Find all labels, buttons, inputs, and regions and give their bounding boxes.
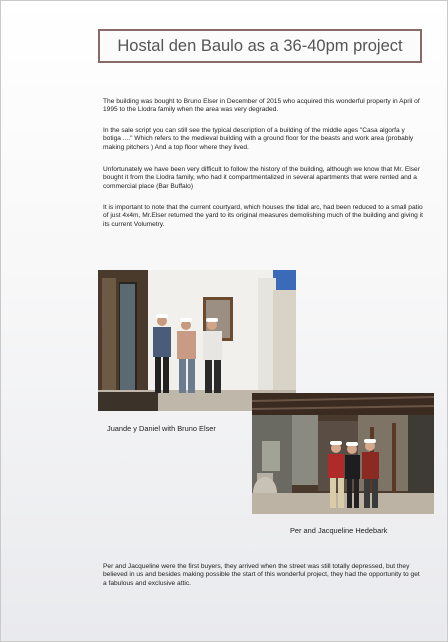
- paragraph-5: Per and Jacqueline were the first buyers, they arrived when the street was still totally depressed, but they believed in us and besides making possible the start of this wonderful project, they had the opportunity to get a fabulous and exclusive attic.: [103, 563, 420, 587]
- paragraph-1: The building was bought to Bruno Elser in December of 2015 who acquired this wonderful property in April of 1995 to the Llodra family when the area was very degraded.: [103, 98, 420, 114]
- photo-per-jacqueline: [252, 393, 434, 514]
- paragraph-4: It is important to note that the current courtyard, which houses the tidal arc, had been reduced to a small patio of just 4x4m, Mr.Elser returned the yard to its original measures demolishing much of the building and giving it its current Volumetry.: [103, 204, 423, 228]
- paragraph-2: In the sale script you can still see the typical description of a building of the middle ages "Casa algorfa y botiga ...." Which refers to the medieval building with a ground floor for the beasts and work area (probably making pitchers ) And a top floor where they lived.: [103, 127, 414, 151]
- caption-photo2: Per and Jacqueline Hedebark: [290, 526, 388, 535]
- page-title: Hostal den Baulo as a 36-40pm project: [117, 36, 403, 55]
- photo-juande-daniel-bruno-image: [98, 270, 296, 411]
- caption-photo1: Juande y Daniel with Bruno Elser: [107, 424, 216, 433]
- photo-per-jacqueline-image: [252, 393, 434, 514]
- photo-juande-daniel-bruno: [98, 270, 296, 411]
- paragraph-3: Unfortunately we have been very difficult to follow the history of the building, although we know that Mr. Elser bought it from the Llodra family, who had it compartmentalized in several apartments that were rented and a commercial place (Bar Buffalo): [103, 166, 420, 190]
- title-box: [98, 29, 422, 63]
